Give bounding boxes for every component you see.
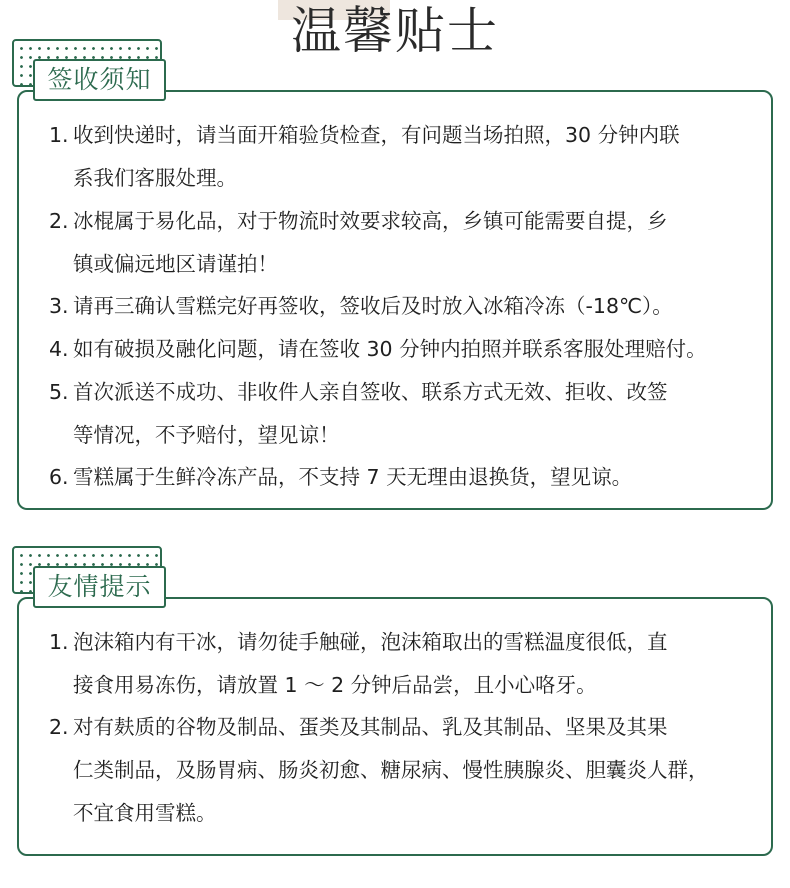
section-heading: 友情提示 [33,566,166,608]
item-number: 3. [49,294,69,318]
item-text-continued: 系我们客服处理。 [73,166,237,190]
list-item [49,200,779,286]
item-text-continued: 镇或偏远地区请谨拍！ [73,252,278,276]
item-text: 冰棍属于易化品，对于物流时效要求较高，乡镇可能需要自提，乡 [73,209,668,233]
item-number: 4. [49,337,69,361]
item-text-continued: 等情况，不予赔付，望见谅！ [73,423,340,447]
item-text-continued: 接食用易冻伤，请放置 1 ～ 2 分钟后品尝，且小心咯牙。 [73,673,597,697]
signing-notice-tag [12,39,166,101]
item-number: 1. [49,630,69,654]
item-text: 首次派送不成功、非收件人亲自签收、联系方式无效、拒收、改签 [73,380,668,404]
item-number: 2. [49,209,69,233]
item-number: 2. [49,715,69,739]
list-item [49,285,779,328]
signing-notice-panel [17,90,773,510]
section-heading: 签收须知 [33,59,166,101]
friendly-tips-tag [12,546,166,608]
item-text-continued: 仁类制品，及肠胃病、肠炎初愈、糖尿病、慢性胰腺炎、胆囊炎人群， [73,758,709,782]
list-item [49,456,779,499]
item-number: 1. [49,123,69,147]
item-text: 泡沫箱内有干冰，请勿徒手触碰，泡沫箱取出的雪糕温度很低，直 [73,630,668,654]
item-text: 请再三确认雪糕完好再签收，签收后及时放入冰箱冷冻（-18℃）。 [73,294,673,318]
item-text: 收到快递时，请当面开箱验货检查，有问题当场拍照，30 分钟内联 [73,123,680,147]
list-item [49,621,779,707]
friendly-tips-panel [17,597,773,856]
item-text-continued: 不宜食用雪糕。 [73,801,217,825]
item-text: 如有破损及融化问题，请在签收 30 分钟内拍照并联系客服处理赔付。 [73,337,707,361]
item-text: 对有麸质的谷物及制品、蛋类及其制品、乳及其制品、坚果及其果 [73,715,668,739]
item-number: 6. [49,465,69,489]
page-title: 温馨贴士 [291,2,499,60]
list-item [49,114,779,200]
list-item [49,706,779,835]
list-item [49,371,779,457]
list-item [49,328,779,371]
item-number: 5. [49,380,69,404]
item-text: 雪糕属于生鲜冷冻产品，不支持 7 天无理由退换货，望见谅。 [73,465,633,489]
